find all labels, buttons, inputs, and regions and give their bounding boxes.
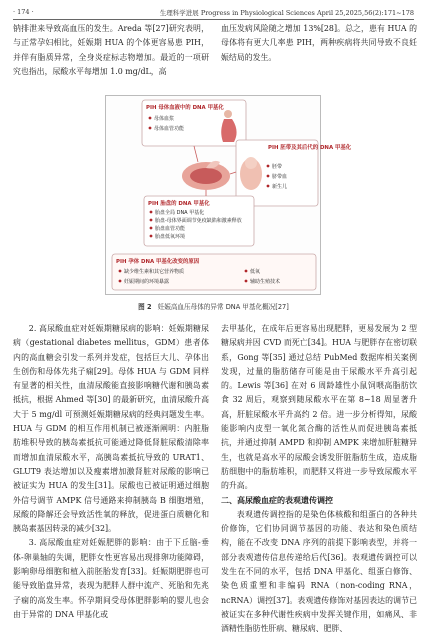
- box-a-title: PIH 母体血液中的 DNA 甲基化: [146, 105, 224, 111]
- top-right-paragraph: 血压发病风险随之增加 13%[28]。总之，患有 HUA 的母体将有更大几率患 PIH，两种疾病将共同导致不良妊娠结局的发生。: [221, 24, 417, 62]
- figure-caption: [0, 301, 427, 311]
- box-c-title: PIH 胎盘的 DNA 甲基化: [148, 201, 210, 207]
- bottom-left-column: [13, 322, 209, 622]
- bullet-icon: [150, 235, 153, 238]
- box-d-item: 妊娠期间的环境暴露: [124, 279, 170, 285]
- box-c-item: 胎盘全局 DNA 甲基化: [155, 210, 205, 216]
- bullet-icon: [267, 185, 270, 188]
- paragraph-obesity: 3. 高尿酸血症对妊娠肥胖的影响：由于下丘脑-垂体-卵巢轴的失调，肥胖女性更容易出现排卵功能障碍，影响卵母细胞和植入前胚胎发育[33]。妊娠期肥胖也可能导致胎盘异常，表现为肥胖人群中流产、死胎和先兆子痫的高发生率。怀孕期间受母体肥胖影响的婴儿也会由于异常的 DNA 甲基化或: [13, 538, 209, 619]
- paragraph-gdm: 2. 高尿酸血症对妊娠期糖尿病的影响：妊娠期糖尿病（gestational diabetes mellitus，GDM）患者体内的高血糖会引发一系列并发症，包括巨大儿、孕体出生创伤和母体先兆子痫[29]。母体 HUA 与 GDM 同样有显著的相关性，血清尿酸能直接影响糖代谢和胰岛素抵抗，根据 Ahmed 等[30] 的最新研究，血清尿酸升高大于 5 mg/dl 可预测妊娠期糖尿病的经典问题发生率。HUA 与 GDM 的相互作用机制已被逐渐阐明：内脏脂肪堆积导致的胰岛素抵抗可能通过降低肾脏尿酸清除率而增加血清尿酸水平，高胰岛素抵抗导致的 URAT1、GLUT9 表达增加以及瘦素增加激肾脏对尿酸的影响已被证实为 HUA 的发生[31]。尿酸也已被证明通过细胞外信号调节 AMPK 信号通路来抑制胰岛 B 细胞增殖，尿酸的降解还会导致活性氧的释放，促进蛋白质糖化和胰岛素基因转录的减少[32]。: [13, 324, 209, 534]
- box-b-title-line: [268, 143, 352, 151]
- paragraph-obesity-cont: 去甲基化，在成年后更容易出现肥胖，更易发展为 2 型糖尿病并因 CVD 而死亡[34]。HUA 与肥胖存在密切联系，Gong 等[35] 通过总结 PubMed 数据库相关案例发现，过量的脂肪储存可能是由于尿酸水平升高引起的。Lewis 等[36] 在对 6 周龄雄性小鼠饲喂高脂肪饮食 32 周后，观察到随尿酸水平在第 8~18 周显著升高，肝脏尿酸水平升高约 2 倍。进一步分析得知，尿酸能影响内皮型一氧化氮合酶的活性从而促进胰岛素抵抗，并通过抑制 AMPD 和抑制 AMPK 来增加肝脏糖异生，也就是高水平的尿酸会诱发肝脏脂肪生成，造成脂肪细胞中的脂肪堆积，而肥胖又将进一步导致尿酸水平的升高。: [221, 324, 417, 491]
- bullet-icon: [267, 175, 270, 178]
- bullet-icon: [150, 211, 153, 214]
- bullet-icon: [267, 165, 270, 168]
- box-c-item: 胎盘低氧环境: [155, 234, 186, 240]
- box-c-item: 胎盘-母体界面调节免疫缺陷和激素释放: [155, 218, 242, 224]
- top-left-column: [13, 22, 209, 88]
- arrow-icon: [194, 146, 198, 162]
- top-right-column: [221, 22, 417, 60]
- box-d-item-right: 辅助生殖技术: [250, 279, 281, 285]
- bullet-icon: [245, 270, 248, 273]
- bullet-icon: [150, 227, 153, 230]
- box-c-item: 胎盘血管功能: [155, 226, 186, 232]
- section-heading: 二、高尿酸血症的表观遗传调控: [221, 495, 333, 505]
- figure-diagram: [106, 96, 352, 296]
- page-header: [13, 5, 414, 19]
- figure-2: [105, 95, 352, 295]
- paragraph-epigenetics: 表观遗传调控指的是染色体核酸和组蛋白的各种共价修饰，它们协同调节基因的功能、表达和染色质结构，能在不改变 DNA 序列的前提下影响表型，并将一部分表观遗传信息传递给后代[36]。表观遗传调控可以发生在不同的水平，包括 DNA 甲基化、组蛋白修饰、染色质重塑和非编码 RNA（non-coding RNA，ncRNA）调控[37]。表观遗传修饰对基因表达的调节已被证实在多种代谢性疾病中发挥关键作用，如痛风、非酒精性脂肪性肝病、糖尿病、肥胖、: [221, 509, 417, 634]
- header-rule: [13, 19, 414, 20]
- figure-label: 图 2: [138, 303, 152, 311]
- box-b-title: PIH 胚带及其后代的 DNA 甲基化: [268, 145, 352, 151]
- bullet-icon: [149, 117, 152, 120]
- box-b-item: 新生儿: [272, 184, 288, 190]
- bullet-icon: [119, 280, 122, 283]
- box-d-item: 缺少维生素和其它营养物质: [124, 269, 185, 275]
- box-b-item: 脐带血: [272, 174, 288, 180]
- arrow-icon: [230, 172, 236, 174]
- bullet-icon: [150, 219, 153, 222]
- journal-citation: 生理科学进展 Progress in Physiological Sciences April 25,2025,56(2):171~178: [159, 8, 414, 17]
- bottom-right-column: [221, 322, 417, 634]
- top-left-paragraph: 钠排泄来导致高血压的发生。Areda 等[27]研究表明，与正常孕妇相比，妊娠期 HUA 的个体更容易患 PIH，并伴有脂质异常，全身炎症标志物增加。最近的一项研究也指出，尿酸水平每增加 1.0 mg/dL，高: [13, 24, 209, 76]
- figure-caption-text: 妊娠高血压母体的异常 DNA 甲基化概况[27]: [157, 303, 289, 311]
- box-a-item: 母体血管功能: [154, 126, 185, 132]
- bullet-icon: [245, 280, 248, 283]
- bullet-icon: [149, 127, 152, 130]
- box-d-item-right: 低氧: [250, 269, 261, 275]
- box-a-item: 母体血浆: [154, 116, 175, 122]
- box-d-title: PIH 孕体 DNA 甲基化改变的原因: [116, 259, 200, 265]
- placenta-icon: [182, 161, 230, 190]
- box-b-item: 胚带: [272, 164, 283, 170]
- page-number: · 174 ·: [13, 8, 34, 16]
- bullet-icon: [119, 270, 122, 273]
